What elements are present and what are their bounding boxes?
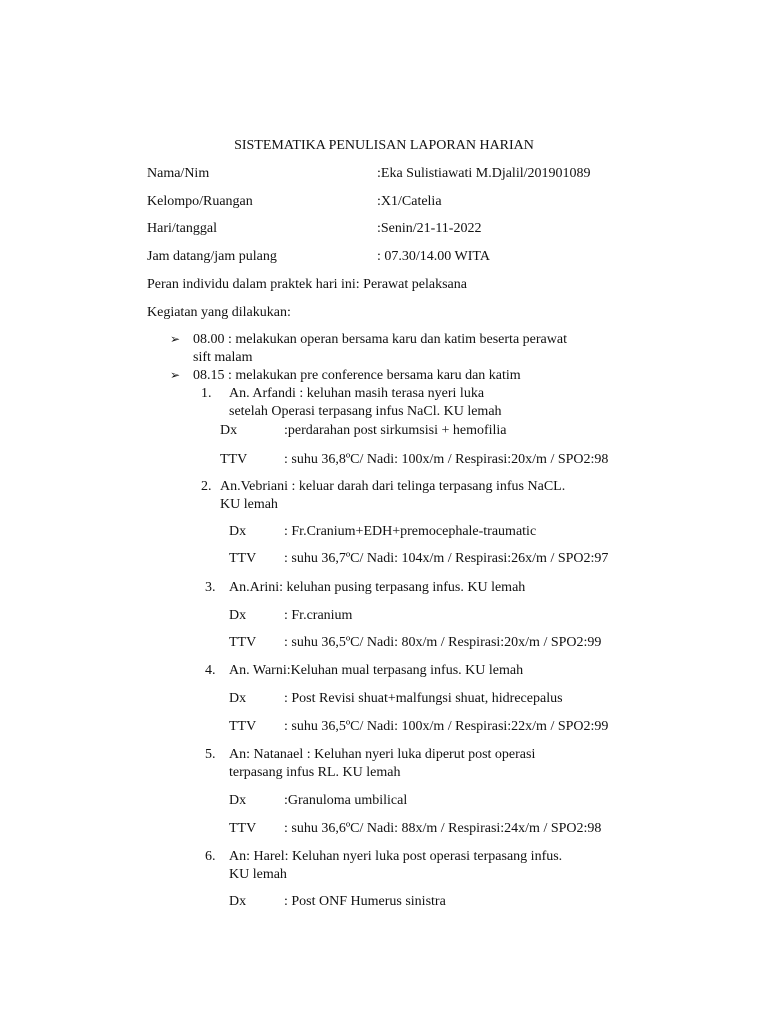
- patient-4-dx: : Post Revisi shuat+malfungsi shuat, hidrecepalus: [284, 691, 563, 706]
- dx-label: Dx: [229, 608, 247, 623]
- patient-1-dx: :perdarahan post sirkumsisi + hemofilia: [284, 423, 507, 438]
- patient-number: 4.: [205, 663, 216, 678]
- dx-label: Dx: [229, 894, 247, 909]
- patient-1-ttv: : suhu 36,8ºC/ Nadi: 100x/m / Respirasi:20x/m / SPO2:98: [284, 452, 609, 467]
- patient-3-ttv: : suhu 36,5ºC/ Nadi: 80x/m / Respirasi:20x/m / SPO2:99: [284, 635, 602, 650]
- role-line: Peran individu dalam praktek hari ini: Perawat pelaksana: [147, 277, 467, 292]
- patient-1-line-2: setelah Operasi terpasang infus NaCl. KU lemah: [229, 404, 502, 419]
- ttv-label: TTV: [220, 452, 248, 467]
- patient-2-line-1: An.Vebriani : keluar darah dari telinga terpasang infus NaCL.: [220, 479, 566, 494]
- field-value-hari: :Senin/21-11-2022: [377, 221, 482, 236]
- document-title: SISTEMATIKA PENULISAN LAPORAN HARIAN: [234, 138, 534, 153]
- patient-4-line-1: An. Warni:Keluhan mual terpasang infus. KU lemah: [229, 663, 524, 678]
- patient-number: 5.: [205, 747, 216, 762]
- ttv-label: TTV: [229, 635, 257, 650]
- field-label-hari: Hari/tanggal: [147, 221, 217, 236]
- ttv-label: TTV: [229, 719, 257, 734]
- patient-6-line-2: KU lemah: [229, 867, 287, 882]
- bullet-1-line-1: 08.00 : melakukan operan bersama karu dan katim beserta perawat: [193, 332, 567, 347]
- field-value-nama: :Eka Sulistiawati M.Djalil/201901089: [377, 166, 591, 181]
- field-value-kelompok: :X1/Catelia: [377, 194, 442, 209]
- patient-3-dx: : Fr.cranium: [284, 608, 353, 623]
- patient-6-line-1: An: Harel: Keluhan nyeri luka post operasi terpasang infus.: [229, 849, 563, 864]
- field-label-jam: Jam datang/jam pulang: [147, 249, 277, 264]
- dx-label: Dx: [229, 691, 247, 706]
- activities-heading: Kegiatan yang dilakukan:: [147, 305, 291, 320]
- patient-number: 3.: [205, 580, 216, 595]
- patient-2-dx: : Fr.Cranium+EDH+premocephale-traumatic: [284, 524, 537, 539]
- patient-6-dx: : Post ONF Humerus sinistra: [284, 894, 446, 909]
- patient-5-line-1: An: Natanael : Keluhan nyeri luka diperut post operasi: [229, 747, 536, 762]
- patient-5-line-2: terpasang infus RL. KU lemah: [229, 765, 401, 780]
- field-value-jam: : 07.30/14.00 WITA: [377, 249, 490, 264]
- dx-label: Dx: [229, 793, 247, 808]
- bullet-arrow-icon: ➢: [170, 332, 181, 346]
- bullet-1-line-2: sift malam: [193, 350, 253, 365]
- patient-5-ttv: : suhu 36,6ºC/ Nadi: 88x/m / Respirasi:24x/m / SPO2:98: [284, 821, 602, 836]
- patient-2-ttv: : suhu 36,7ºC/ Nadi: 104x/m / Respirasi:26x/m / SPO2:97: [284, 551, 609, 566]
- patient-number: 1.: [201, 386, 212, 401]
- patient-5-dx: :Granuloma umbilical: [284, 793, 408, 808]
- ttv-label: TTV: [229, 551, 257, 566]
- dx-label: Dx: [229, 524, 247, 539]
- field-label-kelompok: Kelompo/Ruangan: [147, 194, 253, 209]
- bullet-2-line-1: 08.15 : melakukan pre conference bersama karu dan katim: [193, 368, 521, 383]
- patient-2-line-2: KU lemah: [220, 497, 278, 512]
- dx-label: Dx: [220, 423, 238, 438]
- patient-number: 6.: [205, 849, 216, 864]
- bullet-arrow-icon: ➢: [170, 368, 181, 382]
- patient-3-line-1: An.Arini: keluhan pusing terpasang infus. KU lemah: [229, 580, 526, 595]
- field-label-nama: Nama/Nim: [147, 166, 210, 181]
- patient-4-ttv: : suhu 36,5ºC/ Nadi: 100x/m / Respirasi:22x/m / SPO2:99: [284, 719, 609, 734]
- patient-number: 2.: [201, 479, 212, 494]
- ttv-label: TTV: [229, 821, 257, 836]
- patient-1-line-1: An. Arfandi : keluhan masih terasa nyeri luka: [229, 386, 485, 401]
